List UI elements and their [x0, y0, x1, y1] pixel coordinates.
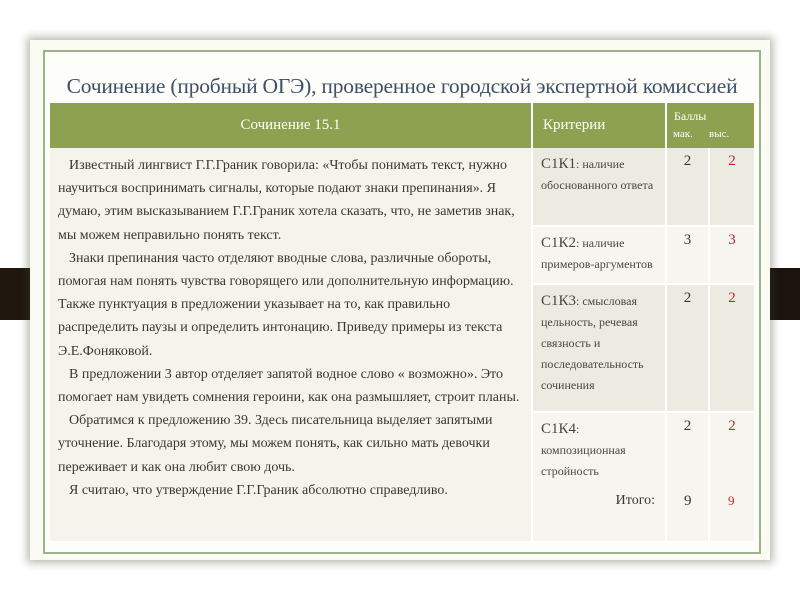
score-got-k4: 2 — [728, 418, 736, 434]
header-essay: Сочинение 15.1 — [50, 103, 532, 148]
header-got: выс. — [709, 128, 730, 140]
total-label: Итого: — [615, 493, 655, 508]
header-scores — [666, 103, 754, 148]
score-got: 2 — [709, 148, 754, 226]
essay-paragraph: Обратимся к предложению 39. Здесь писательница выделяет запятыми уточнение. Благодаря этому, мы можем понять, как сильно мать девочки переживает и как она любит свою дочь. — [58, 413, 493, 475]
criterion-desc: : смысловая цельность, речевая связность и последовательность сочинения — [541, 294, 644, 392]
criterion-code: С1К2 — [541, 235, 577, 251]
criterion-desc: : наличие примеров-аргументов — [541, 236, 653, 271]
score-got: 2 — [709, 284, 754, 412]
slide-title: Сочинение (пробный ОГЭ), проверенное городской экспертной комиссией — [66, 74, 738, 98]
total-max: 9 — [684, 493, 692, 509]
slide-card — [30, 40, 770, 560]
essay-paragraph: Знаки препинания часто отделяют вводные слова, различные обороты, помогая нам понять чувства говорящего или дополнительную информацию. Также пунктуация в предложении указывает на то, как правильно распределить паузы и определить интонацию. Приведу примеры из текста Э.Е.Фоняковой. — [58, 250, 514, 359]
essay-paragraph: Я считаю, что утверждение Г.Г.Граник абсолютно справедливо. — [69, 482, 448, 498]
criterion-code: С1К4 — [541, 421, 577, 437]
score-max: 2 — [666, 148, 709, 226]
essay-paragraph: Известный лингвист Г.Г.Граник говорила: «Чтобы понимать текст, нужно научиться воспринимать сигналы, которые подают знаки препинания». Я думаю, этим высказыванием Г.Г.Граник хотела сказать, что, не заметив знак, мы можем неправильно понять текст. — [58, 158, 515, 243]
score-max: 3 — [666, 226, 709, 284]
score-max — [666, 412, 709, 542]
essay-paragraph: В предложении 3 автор отделяет запятой водное слово « возможно». Это помогает нам увидеть сомнения героини, как она размышляет, строит планы. — [58, 366, 520, 406]
criterion-code: С1К1 — [541, 156, 577, 172]
header-criteria: Критерии — [532, 103, 666, 148]
criterion-desc: : наличие обоснованного ответа — [541, 157, 654, 192]
slide-frame — [43, 50, 761, 554]
criterion-code: С1К3 — [541, 293, 577, 309]
header-scores-label: Баллы — [674, 109, 707, 123]
total-got: 9 — [728, 493, 735, 508]
essay-table — [50, 103, 754, 543]
score-max: 2 — [666, 284, 709, 412]
header-max: мак. — [673, 128, 693, 140]
table-header-row — [50, 103, 754, 148]
score-max-k4: 2 — [683, 418, 692, 434]
criterion-cell — [532, 412, 666, 542]
score-got — [709, 412, 754, 542]
score-got: 3 — [709, 226, 754, 284]
criterion-desc: : композиционная стройность — [541, 422, 626, 478]
wall-tab-left — [0, 268, 32, 320]
criterion-cell — [532, 284, 666, 412]
criterion-cell — [532, 148, 666, 226]
criterion-cell — [532, 226, 666, 284]
essay-text — [50, 148, 532, 542]
table-row — [50, 148, 754, 226]
